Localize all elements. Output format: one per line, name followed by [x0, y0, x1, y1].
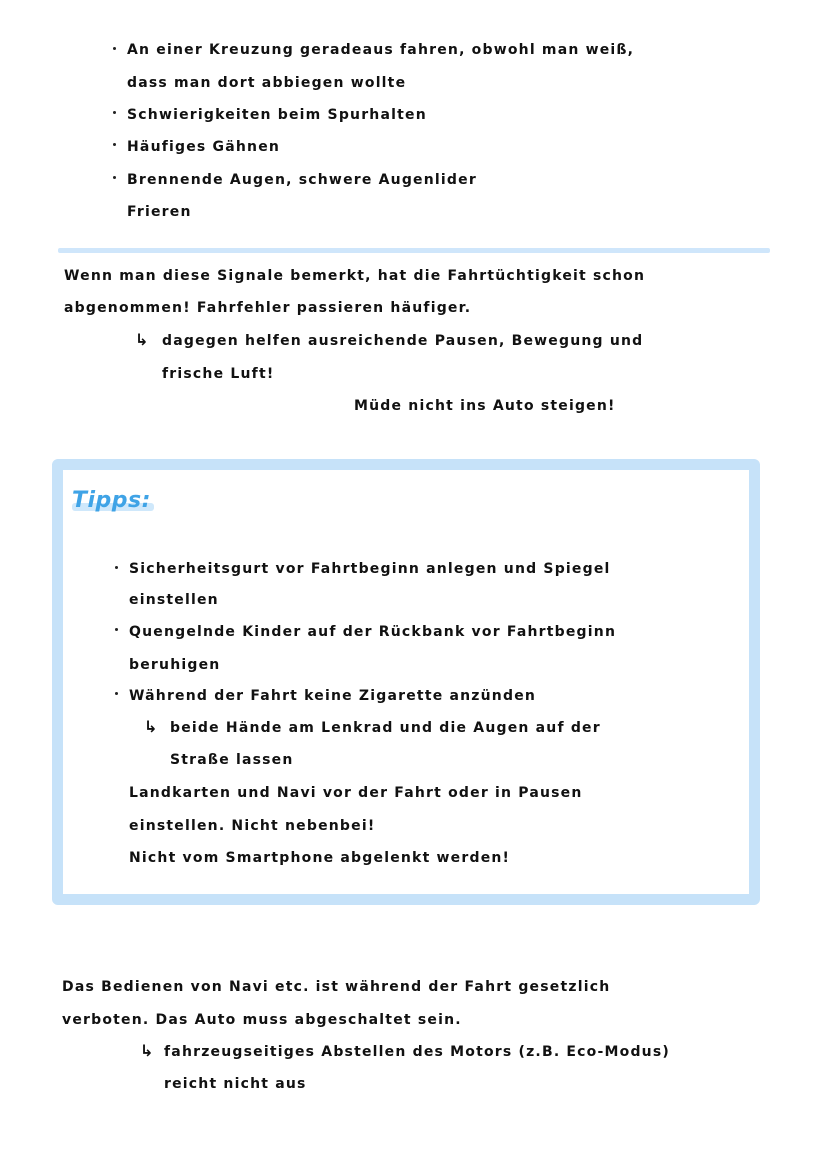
bullet: [113, 47, 116, 50]
list-item-continuation: einstellen: [129, 592, 219, 608]
arrow-icon: ↳: [140, 1041, 154, 1060]
tips-box: [52, 459, 760, 905]
list-item: Sicherheitsgurt vor Fahrtbeginn anlegen und Spiegel: [129, 561, 611, 577]
bullet: [115, 628, 118, 631]
bullet: [113, 176, 116, 179]
divider: [58, 248, 770, 253]
list-item-continuation: dass man dort abbiegen wollte: [127, 75, 407, 91]
paragraph-line: reicht nicht aus: [164, 1076, 307, 1092]
list-item: Frieren: [127, 204, 192, 220]
paragraph-line: Landkarten und Navi vor der Fahrt oder in Pausen: [129, 785, 583, 801]
paragraph-line: frische Luft!: [162, 366, 275, 382]
tips-heading: Tipps:: [72, 488, 151, 513]
paragraph-line: dagegen helfen ausreichende Pausen, Bewegung und: [162, 333, 644, 349]
paragraph-line: Nicht vom Smartphone abgelenkt werden!: [129, 850, 511, 866]
list-item: An einer Kreuzung geradeaus fahren, obwohl man weiß,: [127, 42, 635, 58]
arrow-icon: ↳: [135, 330, 149, 349]
emphasis-line: Müde nicht ins Auto steigen!: [354, 398, 616, 414]
list-item: Häufiges Gähnen: [127, 139, 281, 155]
list-subitem-continuation: Straße lassen: [170, 752, 294, 768]
list-item: Während der Fahrt keine Zigarette anzünden: [129, 688, 537, 704]
arrow-icon: ↳: [144, 717, 158, 736]
paragraph-line: verboten. Das Auto muss abgeschaltet sein.: [62, 1012, 462, 1028]
list-item: Schwierigkeiten beim Spurhalten: [127, 107, 427, 123]
paragraph-line: Wenn man diese Signale bemerkt, hat die Fahrtüchtigkeit schon: [64, 268, 646, 284]
list-item-continuation: beruhigen: [129, 657, 221, 673]
bullet: [113, 111, 116, 114]
bullet: [115, 566, 118, 569]
paragraph-line: Das Bedienen von Navi etc. ist während der Fahrt gesetzlich: [62, 979, 611, 995]
list-item: Quengelnde Kinder auf der Rückbank vor Fahrtbeginn: [129, 624, 617, 640]
list-item: Brennende Augen, schwere Augenlider: [127, 172, 477, 188]
list-subitem: beide Hände am Lenkrad und die Augen auf der: [170, 720, 601, 736]
paragraph-line: fahrzeugseitiges Abstellen des Motors (z.B. Eco-Modus): [164, 1044, 670, 1060]
paragraph-line: einstellen. Nicht nebenbei!: [129, 818, 376, 834]
bullet: [113, 143, 116, 146]
bullet: [115, 692, 118, 695]
paragraph-line: abgenommen! Fahrfehler passieren häufiger.: [64, 300, 472, 316]
